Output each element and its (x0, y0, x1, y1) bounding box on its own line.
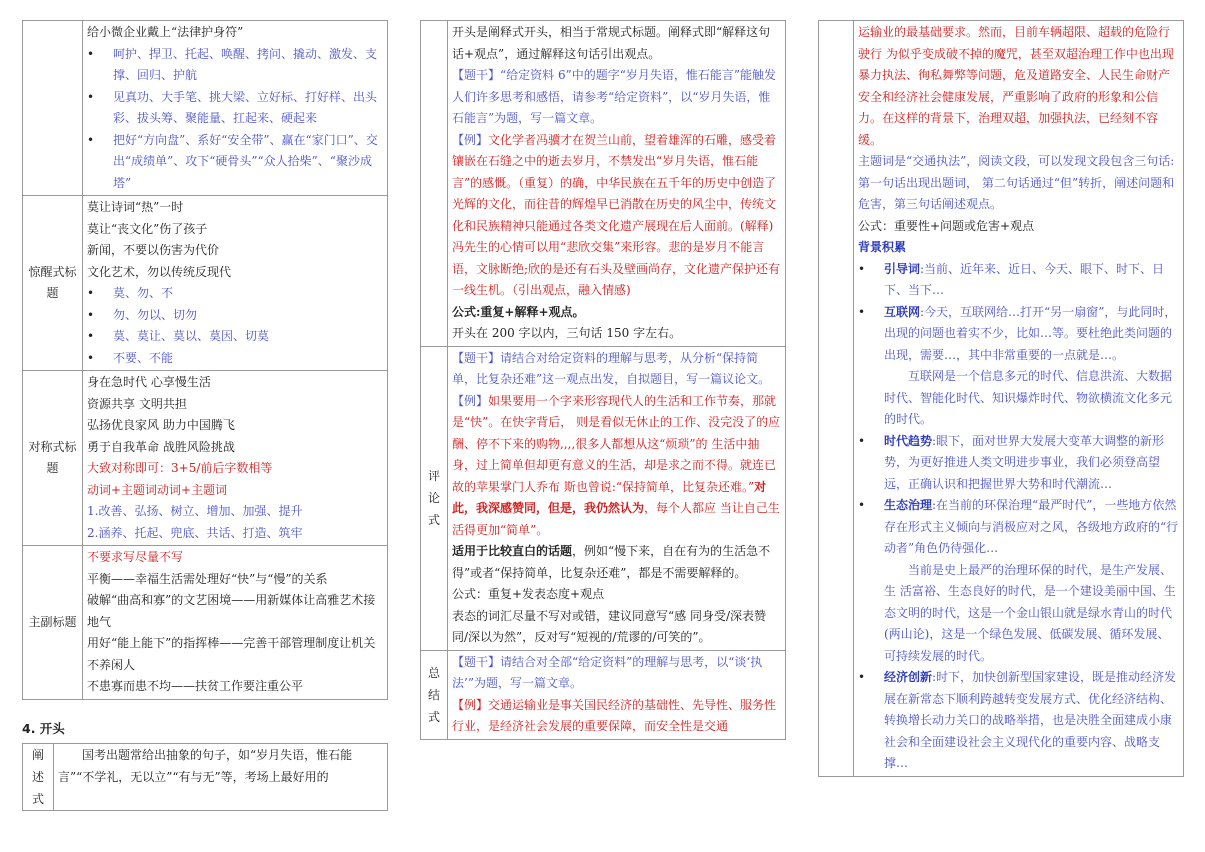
table-row (23, 546, 388, 700)
example-line: 莫让诗词“热”一时 (87, 200, 184, 214)
formula: 公式：重复+发表态度+观点 (452, 587, 605, 601)
keyword: 互联网 (884, 304, 921, 319)
label-char: 总 (427, 665, 440, 680)
word-list-line: 1.改善、弘扬、树立、增加、加强、提升 (87, 504, 303, 518)
example-text: 文化学者冯骥才在贺兰山前，望着雄浑的石雕，感受着镶嵌在石缝之中的逝去岁月，不禁发出“岁月失语，惟石能言”的感慨。（重复）的确，中华民族在五千年的历史中创造了光辉的文化，而往昔的辉煌早已消散在历史的风尘中，传统文化和民族精神只能通过各类文化遗产展现在后人面前。(解释)冯先生的心情可以用“悲欣交集”来形容。悲的是岁月不能言语，文脉断绝;欣的是还有石头及壁画尚存，文化遗产保护还有一线生机。（引出观点，融入情感) (452, 132, 781, 297)
item-extra: 互联网是一个信息多元的时代、信息洪流、大数据时代、智能化时代、知识爆炸时代、物欲横流文化多元的时代。 (884, 369, 1173, 426)
bold-phrase: 适用于比较直白的话题 (452, 544, 573, 558)
example-line: 给小微企业戴上“法律护身符” (87, 25, 244, 39)
question-text: “给定资料 6”中的题字“岁月失语，惟石能言”能触发人们许多思考和感悟，请参考“给定资料”，以“岁月失语，惟石能言”为题，写一篇文章。 (452, 68, 777, 125)
row-content (448, 21, 786, 347)
list-item: • 勿、勿以、切勿 (113, 305, 383, 327)
example-paragraph (452, 130, 781, 302)
table-row (421, 21, 786, 347)
bullet-list (87, 44, 383, 195)
label-char: 评 (427, 469, 440, 483)
continuation-table (818, 20, 1184, 777)
question-tag: 【题干】 (452, 68, 501, 82)
example-line: 弘扬优良家风 助力中国腾飞 (87, 418, 235, 432)
question-paragraph (452, 348, 781, 391)
example-line: 用好“能上能下”的指挥棒——完善干部管理制度让机关不养闲人 (87, 636, 376, 672)
paragraph (452, 541, 781, 584)
question-text: 请结合对给定资料的理解与思考，从分析“保持简单，比复杂还难”这一观点出发，自拟题目，写一篇议论文。 (452, 350, 771, 386)
section-heading: 4. 开头 (22, 720, 65, 736)
list-item (884, 259, 1179, 302)
keyword: 经济创新 (884, 670, 933, 684)
column-3 (818, 20, 1184, 777)
subsection-heading: 背景积累 (858, 240, 907, 254)
opening-table (22, 743, 388, 811)
label-char: 论 (427, 491, 440, 505)
example-line: 莫让“丧文化”伤了孩子 (87, 221, 208, 236)
list-item (884, 431, 1179, 496)
table-row (23, 744, 388, 811)
question-text: 请结合对全部“给定资料”的理解与思考，以“谈‘执法’”为题，写一篇文章。 (452, 654, 763, 690)
formula: 公式:重复+解释+观点。 (452, 304, 585, 319)
row-label-vertical (421, 650, 448, 739)
row-content (83, 546, 388, 700)
example-text: 交通运输业是事关国民经济的基础性、先导性、服务性行业，是经济社会发展的重要保障，而安全性是交通 (452, 697, 777, 733)
bullet-list (87, 283, 383, 369)
example-tag: 【例】 (452, 393, 489, 408)
row-content (448, 346, 786, 650)
label-char: 述 (31, 770, 44, 784)
label-char: 式 (427, 513, 440, 527)
label-char: 阐 (31, 748, 44, 762)
label-char: 式 (31, 792, 44, 806)
background-list (858, 259, 1179, 775)
paragraph: 表态的词汇尽量不写对或错，建议同意写“感 同身受/深表赞同/深以为然”，反对写“短视的/荒谬的/可笑的”。 (452, 608, 766, 644)
row-label-vertical (23, 744, 54, 811)
title-types-table (22, 20, 388, 700)
row-label: 惊醒式标题 (23, 196, 83, 371)
example-line: 平衡——幸福生活需处理好“快”与“慢”的关系 (87, 571, 328, 586)
tip-line: 不要求写尽量不写 (87, 550, 184, 564)
table-row (23, 21, 388, 196)
example-tag: 【例】 (452, 697, 489, 712)
column-2 (420, 20, 786, 740)
list-item (884, 302, 1179, 431)
example-paragraph (452, 391, 781, 542)
label-char: 结 (427, 687, 440, 702)
row-content (83, 196, 388, 371)
example-line: 勇于自我革命 战胜风险挑战 (87, 439, 235, 454)
item-text: :眼下，面对世界大发展大变革大调整的新形势，为更好推进人类文明进步事业，我们必须登高望远，正确认识和把握世界大势和时代潮流… (884, 433, 1165, 491)
table-row (421, 650, 786, 739)
example-line: 不患寡而患不均——扶贫工作要注重公平 (87, 679, 304, 693)
item-extra: 当前是史上最严的治理环保的时代，是生产发展、生 活富裕、生态良好的时代，是一个建设美丽中国、生态文明的时代，这是一个金山银山就是绿水青山的时代(两山论)，这是一个绿色发展、低碳发展、循环发展、可持续发展的时代。 (884, 562, 1176, 663)
list-item: • 把好“方向盘”、系好“安全带”、赢在“家门口”、交出“成绩单”、攻下“硬骨头”“众人拾柴”、“聚沙成塔” (113, 130, 383, 195)
item-text: :在当前的环保治理“最严时代”，一些地方依然存在形式主义倾向与消极应对之风，各级地方政府的“行动者”角色仍待强化… (884, 498, 1179, 555)
list-item: • 呵护、捍卫、托起、唤醒、拷问、撬动、激发、支撑、回归、护航 (113, 44, 383, 87)
tip-line: 动词+主题词动词+主题词 (87, 482, 228, 497)
tip-line: 大致对称即可：3+5/前后字数相等 (87, 461, 273, 475)
row-content (854, 21, 1184, 777)
paragraph: 开头在 200 字以内，三句话 150 字左右。 (452, 326, 682, 340)
analysis-paragraph: 主题词是“交通执法”，阅读文段，可以发现文段包含三句话:第一句话出现出题词， 第二句话通过“但”转折，阐述问题和危害，第三句话阐述观点。 (858, 154, 1175, 211)
example-line: 新闻，不要以伤害为代价 (87, 243, 220, 257)
keyword: 生态治理 (884, 498, 933, 512)
list-item: • 不要、不能 (113, 348, 383, 370)
item-text: :当前、近年来、近日、今天、眼下、时下、日下、当下… (884, 261, 1165, 297)
row-content (448, 650, 786, 739)
question-tag: 【题干】 (452, 654, 501, 669)
label-char: 式 (427, 709, 440, 724)
question-paragraph (452, 652, 781, 695)
question-tag: 【题干】 (452, 350, 501, 365)
example-line: 破解“曲高和寡”的文艺困境——用新媒体让高雅艺术接地气 (87, 593, 376, 629)
paragraph-text: ，例如“慢下来，自在有为的生活急不得”或者“保持简单，比复杂还难”，都是不需要解释的。 (452, 544, 771, 580)
table-row (23, 371, 388, 546)
list-item: • 莫、勿、不 (113, 283, 383, 305)
row-label-empty (819, 21, 854, 777)
list-item: • 莫、莫让、莫以、莫因、切莫 (113, 326, 383, 348)
example-bold: 对此，我深感赞同，但是，我仍然认为 (452, 479, 767, 515)
column-1 (22, 20, 388, 811)
item-text: :今天，互联网给…打开“另一扇窗”，与此同时，出现的问题也着实不少，比如…等。要杜绝此类问题的出现，需要…，其中非常重要的一点就是…。 (884, 304, 1177, 362)
example-tag: 【例】 (452, 132, 489, 147)
word-list-line: 2.涵养、托起、兜底、共话、打造、筑牢 (87, 525, 303, 540)
example-paragraph: 运输业的最基础要求。然而，目前车辆超限、超载的危险行驶行 为似乎变成破不掉的魔咒，甚至双超治理工作中也出现暴力执法、徇私舞弊等问题，危及道路安全、人民生命财产安全和经济社会健康发展，严重影响了政府的形象和公信力。在这样的背景下，治理双超，加强执法，已经刻不容缓。 (858, 25, 1174, 147)
example-text: ，每个人都应 当让自己生活得更加“简单”。 (452, 501, 780, 537)
table-row (421, 346, 786, 650)
example-text: 如果要用一个字来形容现代人的生活和工作节奏，那就是“快”。在快字背后， 则是看似无休止的工作、没完没了的应酬、停不下来的购物,,,,很多人都想从这“烦琐”的 生活中抽身，过上简单但却更有意义的生活，却是求之而不得。就连已故的苹果掌门人乔布 斯也曾说:“保持简单，比复杂还难。” (452, 393, 781, 494)
paragraph: 开头是阐释式开头，相当于常规式标题。阐释式即“解释这句话+观点”，通过解释这句话引出观点。 (452, 25, 771, 61)
list-item (884, 495, 1179, 667)
list-item (884, 667, 1179, 775)
example-line: 资源共享 文明共担 (87, 396, 187, 411)
paragraph: 国考出题常给出抽象的句子，如“岁月失语，惟石能言”“不学礼，无以立”“有与无”等，考场上最好用的 (58, 748, 353, 784)
formula: 公式：重要性+问题或危害+观点 (858, 218, 1035, 233)
example-line: 文化艺术，勿以传统反现代 (87, 264, 232, 279)
row-label: 主副标题 (23, 546, 83, 700)
question-paragraph (452, 65, 781, 130)
row-content (83, 21, 388, 196)
row-content (83, 371, 388, 546)
row-content (54, 744, 388, 811)
example-paragraph (452, 695, 781, 738)
keyword: 引导词 (884, 261, 921, 276)
row-label: 对称式标题 (23, 371, 83, 546)
item-text: :时下，加快创新型国家建设，既是推动经济发展在新常态下顺利跨越转变发展方式、优化经济结构、转换增长动力关口的战略举措，也是决胜全面建成小康社会和全面建设社会主义现代化的重要内容、战略支撑… (884, 670, 1177, 770)
opening-types-table (420, 20, 786, 740)
table-row (23, 196, 388, 371)
table-row (819, 21, 1184, 777)
row-label-empty (421, 21, 448, 347)
row-label-empty (23, 21, 83, 196)
list-item: • 见真功、大手笔、挑大梁、立好标、打好样、出头彩、拔头筹、聚能量、扛起来、硬起来 (113, 87, 383, 130)
example-line: 身在急时代 心享慢生活 (87, 375, 211, 389)
row-label-vertical (421, 346, 448, 650)
keyword: 时代趋势 (884, 433, 933, 448)
